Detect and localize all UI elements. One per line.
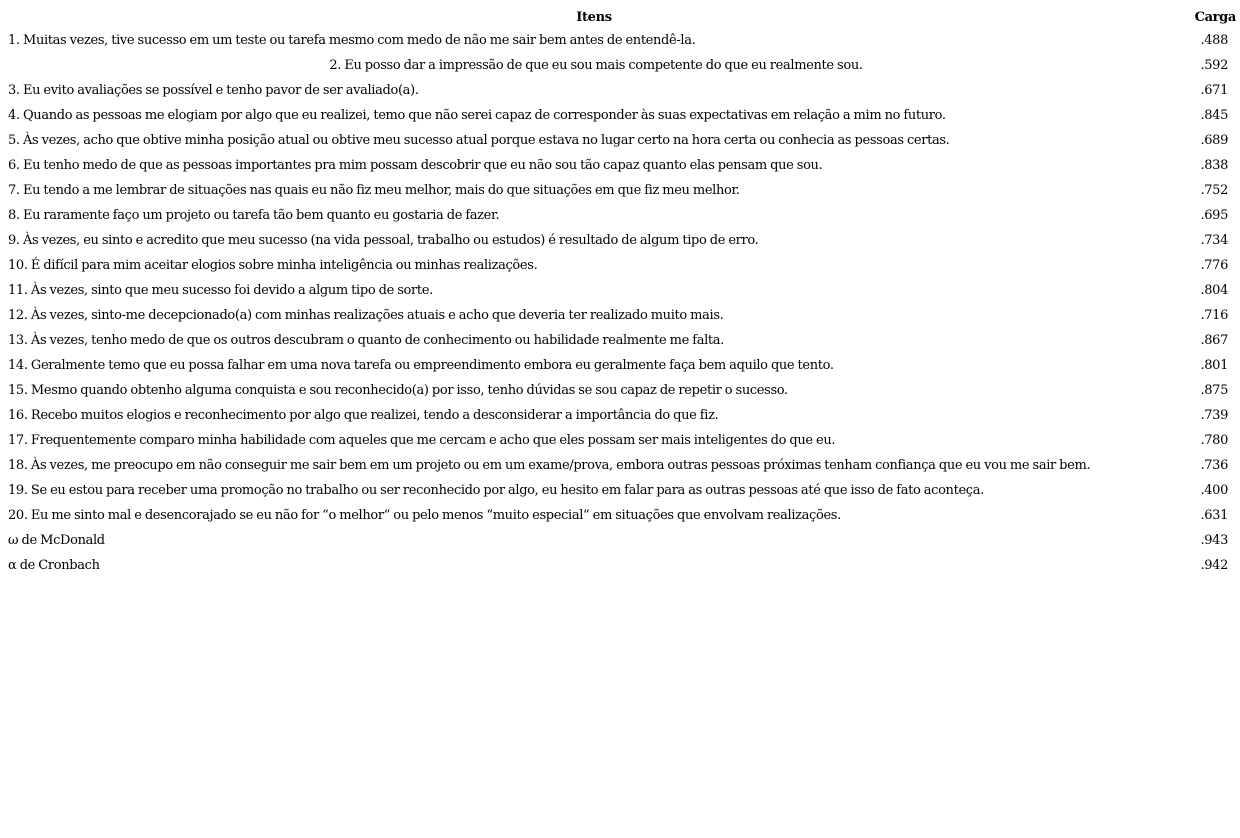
item-loading: .400 [1200, 483, 1228, 498]
item-text: 2. Eu posso dar a impressão de que eu sou mais competente do que eu realmente sou. [329, 58, 863, 73]
item-loading: .780 [1200, 433, 1228, 448]
reliability-row-omega [4, 528, 1238, 553]
item-text: 8. Eu raramente faço um projeto ou tarefa tão bem quanto eu gostaria de fazer. [8, 208, 500, 223]
cronbach-alpha-label: α de Cronbach [8, 558, 100, 573]
table-row [4, 503, 1238, 528]
item-text: 5. Às vezes, acho que obtive minha posição atual ou obtive meu sucesso atual porque estava no lugar certo na hora certa ou conhecia as pessoas certas. [8, 133, 950, 148]
item-loading: .875 [1200, 383, 1228, 398]
item-text: 10. É difícil para mim aceitar elogios sobre minha inteligência ou minhas realizações. [8, 258, 538, 273]
item-loading: .801 [1200, 358, 1228, 373]
header-row [4, 6, 1238, 28]
item-text: 17. Frequentemente comparo minha habilidade com aqueles que me cercam e acho que eles possam ser mais inteligentes do que eu. [8, 433, 836, 448]
item-loading: .804 [1200, 283, 1228, 298]
factor-loadings-table [4, 6, 1238, 578]
reliability-row-alpha [4, 553, 1238, 578]
item-text: 11. Às vezes, sinto que meu sucesso foi devido a algum tipo de sorte. [8, 283, 433, 298]
item-text: 20. Eu me sinto mal e desencorajado se eu não for “o melhor” ou pelo menos “muito especial” em situações que envolvam realizações. [8, 508, 841, 523]
table-row [4, 303, 1238, 328]
mcdonald-omega-label: ω de McDonald [8, 533, 105, 548]
item-loading: .631 [1200, 508, 1228, 523]
table-row [4, 228, 1238, 253]
item-loading: .838 [1200, 158, 1228, 173]
item-text: 14. Geralmente temo que eu possa falhar em uma nova tarefa ou empreendimento embora eu geralmente faça bem aquilo que tento. [8, 358, 834, 373]
item-text: 12. Às vezes, sinto-me decepcionado(a) com minhas realizações atuais e acho que deveria ter realizado muito mais. [8, 308, 724, 323]
table-row [4, 403, 1238, 428]
table-row [4, 153, 1238, 178]
table-row [4, 128, 1238, 153]
item-text: 18. Às vezes, me preocupo em não conseguir me sair bem em um projeto ou em um exame/prova, embora outras pessoas próximas tenham confiança que eu vou me sair bem. [8, 458, 1091, 473]
item-loading: .867 [1200, 333, 1228, 348]
table-row [4, 253, 1238, 278]
item-loading: .739 [1200, 408, 1228, 423]
item-loading: .776 [1200, 258, 1228, 273]
item-loading: .734 [1200, 233, 1228, 248]
item-loading: .695 [1200, 208, 1228, 223]
item-text: 13. Às vezes, tenho medo de que os outros descubram o quanto de conhecimento ou habilidade realmente me falta. [8, 333, 724, 348]
table-row [4, 453, 1238, 478]
table-row [4, 478, 1238, 503]
item-loading: .592 [1200, 58, 1228, 73]
table-row [4, 353, 1238, 378]
item-loading: .845 [1200, 108, 1228, 123]
item-text: 1. Muitas vezes, tive sucesso em um teste ou tarefa mesmo com medo de não me sair bem antes de entendê-la. [8, 33, 696, 48]
item-text: 9. Às vezes, eu sinto e acredito que meu sucesso (na vida pessoal, trabalho ou estudos) é resultado de algum tipo de erro. [8, 233, 759, 248]
item-text: 7. Eu tendo a me lembrar de situações nas quais eu não fiz meu melhor, mais do que situações em que fiz meu melhor. [8, 183, 740, 198]
item-text: 16. Recebo muitos elogios e reconhecimento por algo que realizei, tendo a desconsiderar a importância do que fiz. [8, 408, 719, 423]
item-text: 19. Se eu estou para receber uma promoção no trabalho ou ser reconhecido por algo, eu hesito em falar para as outras pessoas até que isso de fato aconteça. [8, 483, 984, 498]
loading-column-header: Carga [1194, 9, 1236, 25]
mcdonald-omega-value: .943 [1200, 533, 1228, 548]
item-loading: .752 [1200, 183, 1228, 198]
table-row [4, 28, 1238, 53]
item-text: 6. Eu tenho medo de que as pessoas importantes pra mim possam descobrir que eu não sou tão capaz quanto elas pensam que sou. [8, 158, 823, 173]
table-row [4, 328, 1238, 353]
table-row [4, 278, 1238, 303]
item-loading: .736 [1200, 458, 1228, 473]
item-loading: .488 [1200, 33, 1228, 48]
item-text: 15. Mesmo quando obtenho alguma conquista e sou reconhecido(a) por isso, tenho dúvidas se sou capaz de repetir o sucesso. [8, 383, 788, 398]
item-text: 4. Quando as pessoas me elogiam por algo que eu realizei, temo que não serei capaz de corresponder às suas expectativas em relação a mim no futuro. [8, 108, 946, 123]
item-loading: .689 [1200, 133, 1228, 148]
item-loading: .716 [1200, 308, 1228, 323]
table-row [4, 203, 1238, 228]
item-text: 3. Eu evito avaliações se possível e tenho pavor de ser avaliado(a). [8, 83, 419, 98]
items-column-header: Itens [576, 9, 612, 25]
cronbach-alpha-value: .942 [1200, 558, 1228, 573]
table-row [4, 103, 1238, 128]
table-row [4, 53, 1238, 78]
table-row [4, 178, 1238, 203]
table-row [4, 78, 1238, 103]
item-loading: .671 [1200, 83, 1228, 98]
table-row [4, 428, 1238, 453]
table-row [4, 378, 1238, 403]
